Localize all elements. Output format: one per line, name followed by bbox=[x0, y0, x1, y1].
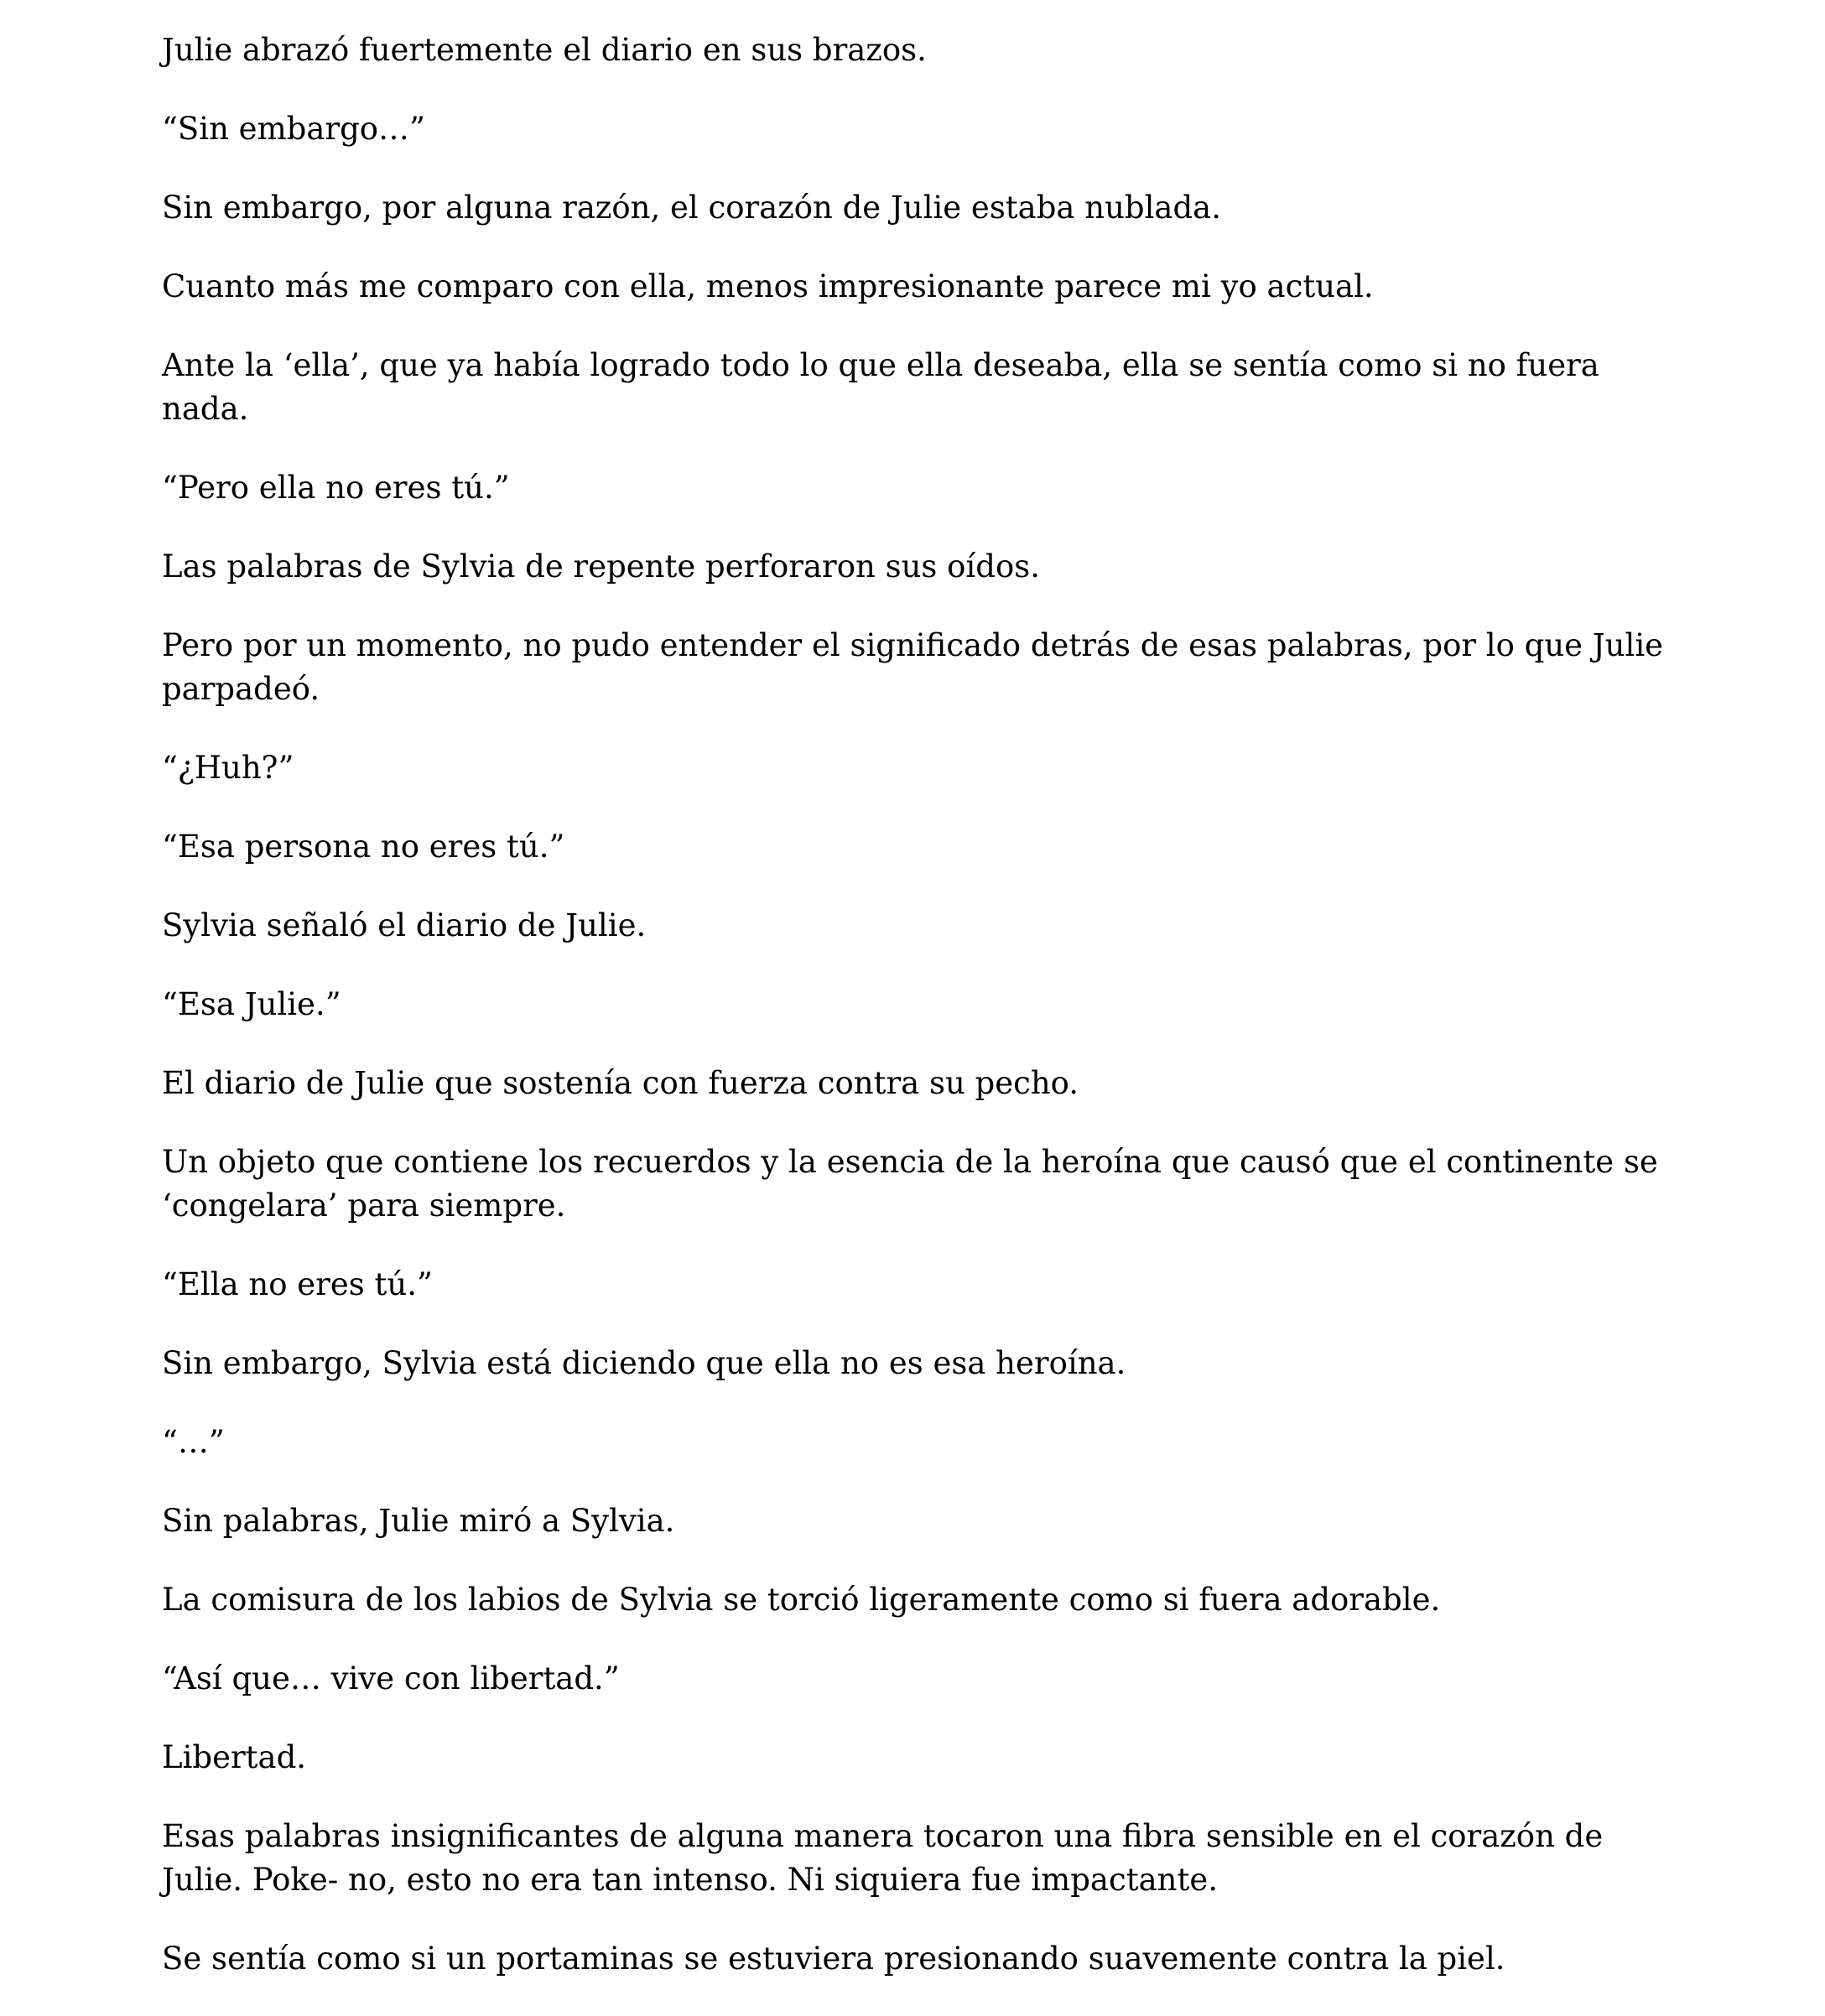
document-body bbox=[162, 29, 1672, 2016]
paragraph: Sylvia señaló el diario de Julie. bbox=[162, 907, 647, 943]
paragraph: Libertad. bbox=[162, 1739, 307, 1775]
paragraph: Se sentía como si un portaminas se estuviera presionando suavemente contra la piel. bbox=[162, 1941, 1505, 1977]
paragraph: “Esa Julie.” bbox=[162, 986, 341, 1022]
paragraph: “Sin embargo…” bbox=[162, 111, 425, 147]
paragraph: Sin palabras, Julie miró a Sylvia. bbox=[162, 1503, 675, 1539]
paragraph: Esas palabras insignificantes de alguna manera tocaron una fibra sensible en el corazón de Julie. Poke- no, esto no era tan intenso. Ni siquiera fue impactante. bbox=[162, 1818, 1604, 1898]
paragraph: Pero por un momento, no pudo entender el significado detrás de esas palabras, por lo que Julie parpadeó. bbox=[162, 627, 1664, 707]
paragraph: Ante la ‘ella’, que ya había logrado todo lo que ella deseaba, ella se sentía como si no fuera nada. bbox=[162, 347, 1599, 427]
paragraph: “Pero ella no eres tú.” bbox=[162, 470, 510, 506]
paragraph: Julie abrazó fuertemente el diario en sus brazos. bbox=[162, 32, 927, 68]
paragraph: Sin embargo, por alguna razón, el corazón de Julie estaba nublada. bbox=[162, 190, 1221, 226]
paragraph: “¿Huh?” bbox=[162, 750, 294, 786]
paragraph: “Así que… vive con libertad.” bbox=[162, 1660, 620, 1696]
paragraph: La comisura de los labios de Sylvia se torció ligeramente como si fuera adorable. bbox=[162, 1582, 1441, 1618]
paragraph: Un objeto que contiene los recuerdos y la esencia de la heroína que causó que el continente se ‘congelara’ para siempre. bbox=[162, 1144, 1658, 1224]
paragraph: Cuanto más me comparo con ella, menos impresionante parece mi yo actual. bbox=[162, 268, 1374, 304]
paragraph: “…” bbox=[162, 1424, 225, 1460]
paragraph: “Esa persona no eres tú.” bbox=[162, 829, 565, 865]
paragraph: El diario de Julie que sostenía con fuerza contra su pecho. bbox=[162, 1065, 1079, 1101]
paragraph: Sin embargo, Sylvia está diciendo que ella no es esa heroína. bbox=[162, 1345, 1126, 1381]
paragraph: “Ella no eres tú.” bbox=[162, 1266, 433, 1302]
paragraph: Las palabras de Sylvia de repente perforaron sus oídos. bbox=[162, 548, 1040, 585]
